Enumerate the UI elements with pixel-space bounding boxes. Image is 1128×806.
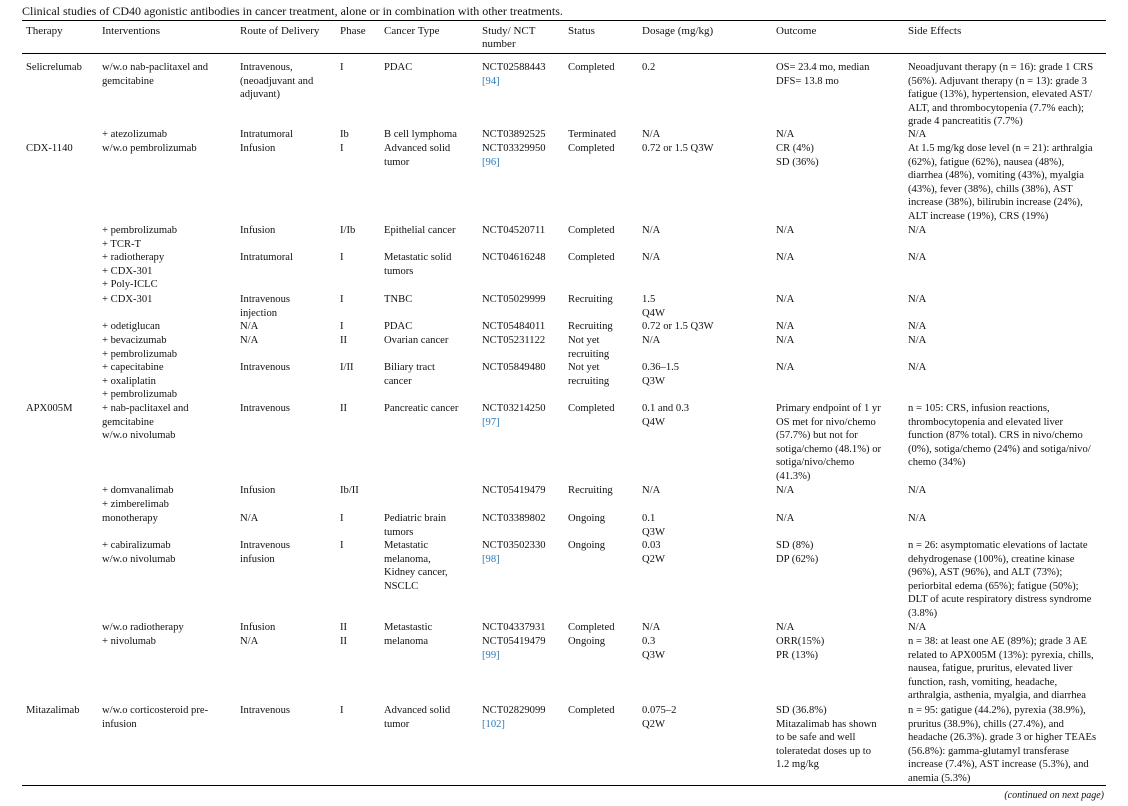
cell-route: N/A [240, 513, 259, 524]
column-header: Route of Delivery [240, 25, 320, 37]
cell-status: Recruiting [568, 294, 613, 305]
cell-status: Completed [568, 252, 615, 263]
cell-side: At 1.5 mg/kg dose level (n = 21): arthralgia (62%), fatigue (62%), nausea (48%), diarrhea (48%), vomiting (43%), myalgia (43%), fever (38%), chills (38%), AST increase (38%), bilirubin increase (24%), ALT increase (19%), CRS (19%) [908, 143, 1093, 222]
cell-cancer: Ovarian cancer [384, 335, 449, 346]
cell-phase: I [340, 321, 344, 332]
cell-cancer: Epithelial cancer [384, 225, 456, 236]
cell-outcome: N/A [776, 252, 795, 263]
cell-phase: II [340, 636, 348, 647]
cell-route: Intratumoral [240, 252, 293, 263]
cell-study: NCT05419479 [482, 485, 546, 496]
cell-outcome: N/A [776, 294, 795, 305]
cell-route: Intravenous [240, 403, 291, 414]
cell-status: Terminated [568, 129, 617, 140]
cell-outcome: SD (36.8%) Mitazalimab has shown to be safe and well toleratedat doses up to 1.2 mg/kg [776, 705, 877, 771]
column-header: Side Effects [908, 25, 962, 37]
cell-outcome: CR (4%) SD (36%) [776, 143, 819, 168]
cell-study: NCT03892525 [482, 129, 546, 140]
cell-side: N/A [908, 129, 927, 140]
cell-route: Intravenous, (neoadjuvant and adjuvant) [240, 62, 314, 101]
cell-interventions: monotherapy [102, 513, 158, 524]
cell-phase: I [340, 294, 344, 305]
cell-dosage: 0.3 Q3W [642, 636, 665, 661]
cell-interventions: + nivolumab [102, 636, 156, 647]
cell-status: Completed [568, 622, 615, 633]
cell-study: NCT03214250 [482, 403, 546, 414]
cell-status: Completed [568, 225, 615, 236]
cell-study: NCT05231122 [482, 335, 546, 346]
cell-study: NCT03329950 [482, 143, 546, 154]
cell-cancer: B cell lymphoma [384, 129, 457, 140]
cell-outcome: N/A [776, 335, 795, 346]
cell-interventions: + nab-paclitaxel and gemcitabine w/w.o nivolumab [102, 403, 189, 442]
cell-status: Ongoing [568, 636, 606, 647]
cell-outcome: OS= 23.4 mo, median DFS= 13.8 mo [776, 62, 870, 87]
cell-side: n = 38: at least one AE (89%); grade 3 AE related to APX005M (13%): pyrexia, chills, nausea, fatigue, pruritus, elevated liver function, rash, vomiting, headache, arthralgia, asthenia, myalgia, and diarrhea [908, 636, 1094, 702]
cell-dosage: N/A [642, 225, 661, 236]
cell-interventions: + pembrolizumab + TCR-T [102, 225, 178, 250]
cell-cancer: Advanced solid tumor [384, 143, 451, 168]
reference-link[interactable]: [94] [482, 75, 500, 87]
cell-status: Recruiting [568, 321, 613, 332]
cell-status: Completed [568, 403, 615, 414]
cell-status: Ongoing [568, 513, 606, 524]
table-caption: Clinical studies of CD40 agonistic antibodies in cancer treatment, alone or in combination with other treatments. [22, 4, 563, 18]
cell-cancer: Advanced solid tumor [384, 705, 451, 730]
cell-study: NCT03502330 [482, 540, 546, 551]
cell-interventions: + odetiglucan [102, 321, 161, 332]
cell-phase: I [340, 143, 344, 154]
cell-dosage: 1.5 Q4W [642, 294, 665, 319]
cell-dosage: 0.72 or 1.5 Q3W [642, 143, 714, 154]
cell-side: Neoadjuvant therapy (n = 16): grade 1 CRS (56%). Adjuvant therapy (n = 13): grade 3 fatigue (13%), hypertension, elevated AST/ ALT, and thrombocytopenia (7.7% each); grade 4 pancreatitis (7.7%) [908, 62, 1094, 128]
cell-outcome: SD (8%) DP (62%) [776, 540, 819, 565]
column-header: Study/ NCT number [482, 25, 536, 50]
cell-route: Infusion [240, 225, 276, 236]
cell-status: Completed [568, 62, 615, 73]
cell-dosage: 0.1 Q3W [642, 513, 665, 538]
cell-route: Intravenous [240, 705, 291, 716]
cell-side: N/A [908, 252, 927, 263]
cell-cancer: Pancreatic cancer [384, 403, 459, 414]
cell-outcome: ORR(15%) PR (13%) [776, 636, 825, 661]
cell-study: NCT05419479 [482, 636, 546, 647]
cell-outcome: N/A [776, 129, 795, 140]
cell-status: Ongoing [568, 540, 606, 551]
cell-route: Infusion [240, 485, 276, 496]
cell-interventions: + radiotherapy + CDX-301 + Poly-ICLC [102, 252, 165, 291]
cell-dosage: 0.075–2 Q2W [642, 705, 677, 730]
cell-side: N/A [908, 485, 927, 496]
cell-route: Infusion [240, 622, 276, 633]
reference-link[interactable]: [99] [482, 649, 500, 661]
cell-route: Intratumoral [240, 129, 293, 140]
cell-outcome: N/A [776, 225, 795, 236]
cell-status: Completed [568, 705, 615, 716]
bottom-rule [22, 785, 1106, 786]
cell-dosage: N/A [642, 252, 661, 263]
reference-link[interactable]: [97] [482, 416, 500, 428]
cell-therapy: APX005M [26, 403, 73, 414]
continued-note: (continued on next page) [1004, 790, 1104, 801]
cell-route: Intravenous infusion [240, 540, 291, 565]
cell-cancer: melanoma [384, 636, 429, 647]
cell-phase: I [340, 252, 344, 263]
cell-dosage: N/A [642, 129, 661, 140]
reference-link[interactable]: [98] [482, 553, 500, 565]
cell-side: N/A [908, 513, 927, 524]
cell-cancer: TNBC [384, 294, 413, 305]
cell-status: Not yet recruiting [568, 362, 610, 387]
cell-therapy: Mitazalimab [26, 705, 80, 716]
cell-cancer: PDAC [384, 321, 413, 332]
cell-side: N/A [908, 321, 927, 332]
cell-phase: II [340, 403, 348, 414]
cell-dosage: N/A [642, 485, 661, 496]
cell-interventions: + domvanalimab + zimberelimab [102, 485, 174, 510]
cell-study: NCT05029999 [482, 294, 546, 305]
cell-interventions: w/w.o nab-paclitaxel and gemcitabine [102, 62, 209, 87]
cell-status: Completed [568, 143, 615, 154]
cell-phase: I [340, 513, 344, 524]
cell-dosage: 0.2 [642, 62, 656, 73]
cell-dosage: 0.1 and 0.3 Q4W [642, 403, 690, 428]
reference-link[interactable]: [96] [482, 156, 500, 168]
cell-phase: I [340, 540, 344, 551]
cell-study: NCT02829099 [482, 705, 546, 716]
cell-interventions: + capecitabine + oxaliplatin + pembrolizumab [102, 362, 178, 401]
cell-route: Intravenous [240, 362, 291, 373]
column-header: Therapy [26, 25, 63, 37]
cell-side: n = 26: asymptomatic elevations of lactate dehydrogenase (100%), creatine kinase (96%), AST (96%), and ALT (73%); periorbital edema (65%); fatigue (50%); DLT of acute respiratory distress syndrome (3.8%) [908, 540, 1092, 619]
cell-side: N/A [908, 622, 927, 633]
cell-route: N/A [240, 335, 259, 346]
cell-therapy: CDX-1140 [26, 143, 73, 154]
reference-link[interactable]: [102] [482, 718, 505, 730]
cell-side: N/A [908, 362, 927, 373]
cell-side: N/A [908, 294, 927, 305]
cell-study: NCT05484011 [482, 321, 546, 332]
cell-study: NCT05849480 [482, 362, 546, 373]
cell-route: N/A [240, 636, 259, 647]
cell-side: N/A [908, 225, 927, 236]
cell-dosage: 0.36–1.5 Q3W [642, 362, 680, 387]
cell-cancer: Pediatric brain tumors [384, 513, 447, 538]
cell-dosage: N/A [642, 622, 661, 633]
cell-phase: II [340, 335, 348, 346]
cell-cancer: Biliary tract cancer [384, 362, 435, 387]
cell-status: Not yet recruiting [568, 335, 610, 360]
column-header: Outcome [776, 25, 817, 37]
cell-interventions: w/w.o pembrolizumab [102, 143, 197, 154]
cell-interventions: + atezolizumab [102, 129, 168, 140]
cell-cancer: Metastastic [384, 622, 433, 633]
cell-study: NCT02588443 [482, 62, 546, 73]
cell-interventions: w/w.o corticosteroid pre- infusion [102, 705, 209, 730]
cell-phase: Ib [340, 129, 349, 140]
cell-interventions: + bevacizumab + pembrolizumab [102, 335, 178, 360]
column-header: Phase [340, 25, 366, 37]
cell-cancer: Metastatic solid tumors [384, 252, 452, 277]
cell-route: Intravenous injection [240, 294, 291, 319]
cell-interventions: + CDX-301 [102, 294, 153, 305]
header-rule [22, 53, 1106, 54]
cell-dosage: 0.03 Q2W [642, 540, 665, 565]
cell-phase: I [340, 705, 344, 716]
cell-dosage: 0.72 or 1.5 Q3W [642, 321, 714, 332]
cell-outcome: N/A [776, 321, 795, 332]
cell-phase: I/Ib [340, 225, 356, 236]
cell-outcome: N/A [776, 622, 795, 633]
cell-side: n = 105: CRS, infusion reactions, thrombocytopenia and elevated liver function (87% total). CRS in nivo/chemo (0%), sotiga/chemo (24%) and sotiga/nivo/ chemo (34%) [908, 403, 1091, 469]
cell-side: n = 95: gatigue (44.2%), pyrexia (38.9%), pruritus (38.9%), chills (27.4%), and headache (26.3%). grade 3 or higher TEAEs (56.8%): gamma-glutamyl transferase increase (7.4%), AST increase (5.3%), and anemia (5.3%) [908, 705, 1097, 784]
cell-study: NCT04616248 [482, 252, 546, 263]
cell-phase: Ib/II [340, 485, 359, 496]
column-header: Interventions [102, 25, 161, 37]
cell-phase: II [340, 622, 348, 633]
cell-interventions: w/w.o radiotherapy [102, 622, 184, 633]
cell-cancer: PDAC [384, 62, 413, 73]
cell-phase: I [340, 62, 344, 73]
column-header: Status [568, 25, 595, 37]
cell-study: NCT03389802 [482, 513, 546, 524]
cell-study: NCT04520711 [482, 225, 546, 236]
cell-outcome: N/A [776, 513, 795, 524]
cell-outcome: Primary endpoint of 1 yr OS met for nivo/chemo (57.7%) but not for sotiga/chemo (48.1%) or sotiga/nivo/chemo (41.3%) [776, 403, 882, 482]
top-rule [22, 20, 1106, 21]
cell-route: Infusion [240, 143, 276, 154]
cell-outcome: N/A [776, 362, 795, 373]
cell-route: N/A [240, 321, 259, 332]
cell-study: NCT04337931 [482, 622, 546, 633]
cell-phase: I/II [340, 362, 354, 373]
column-header: Dosage (mg/kg) [642, 25, 714, 37]
cell-therapy: Selicrelumab [26, 62, 82, 73]
cell-dosage: N/A [642, 335, 661, 346]
cell-outcome: N/A [776, 485, 795, 496]
cell-status: Recruiting [568, 485, 613, 496]
cell-cancer: Metastatic melanoma, Kidney cancer, NSCLC [384, 540, 448, 592]
column-header: Cancer Type [384, 25, 440, 37]
cell-interventions: + cabiralizumab w/w.o nivolumab [102, 540, 176, 565]
cell-side: N/A [908, 335, 927, 346]
